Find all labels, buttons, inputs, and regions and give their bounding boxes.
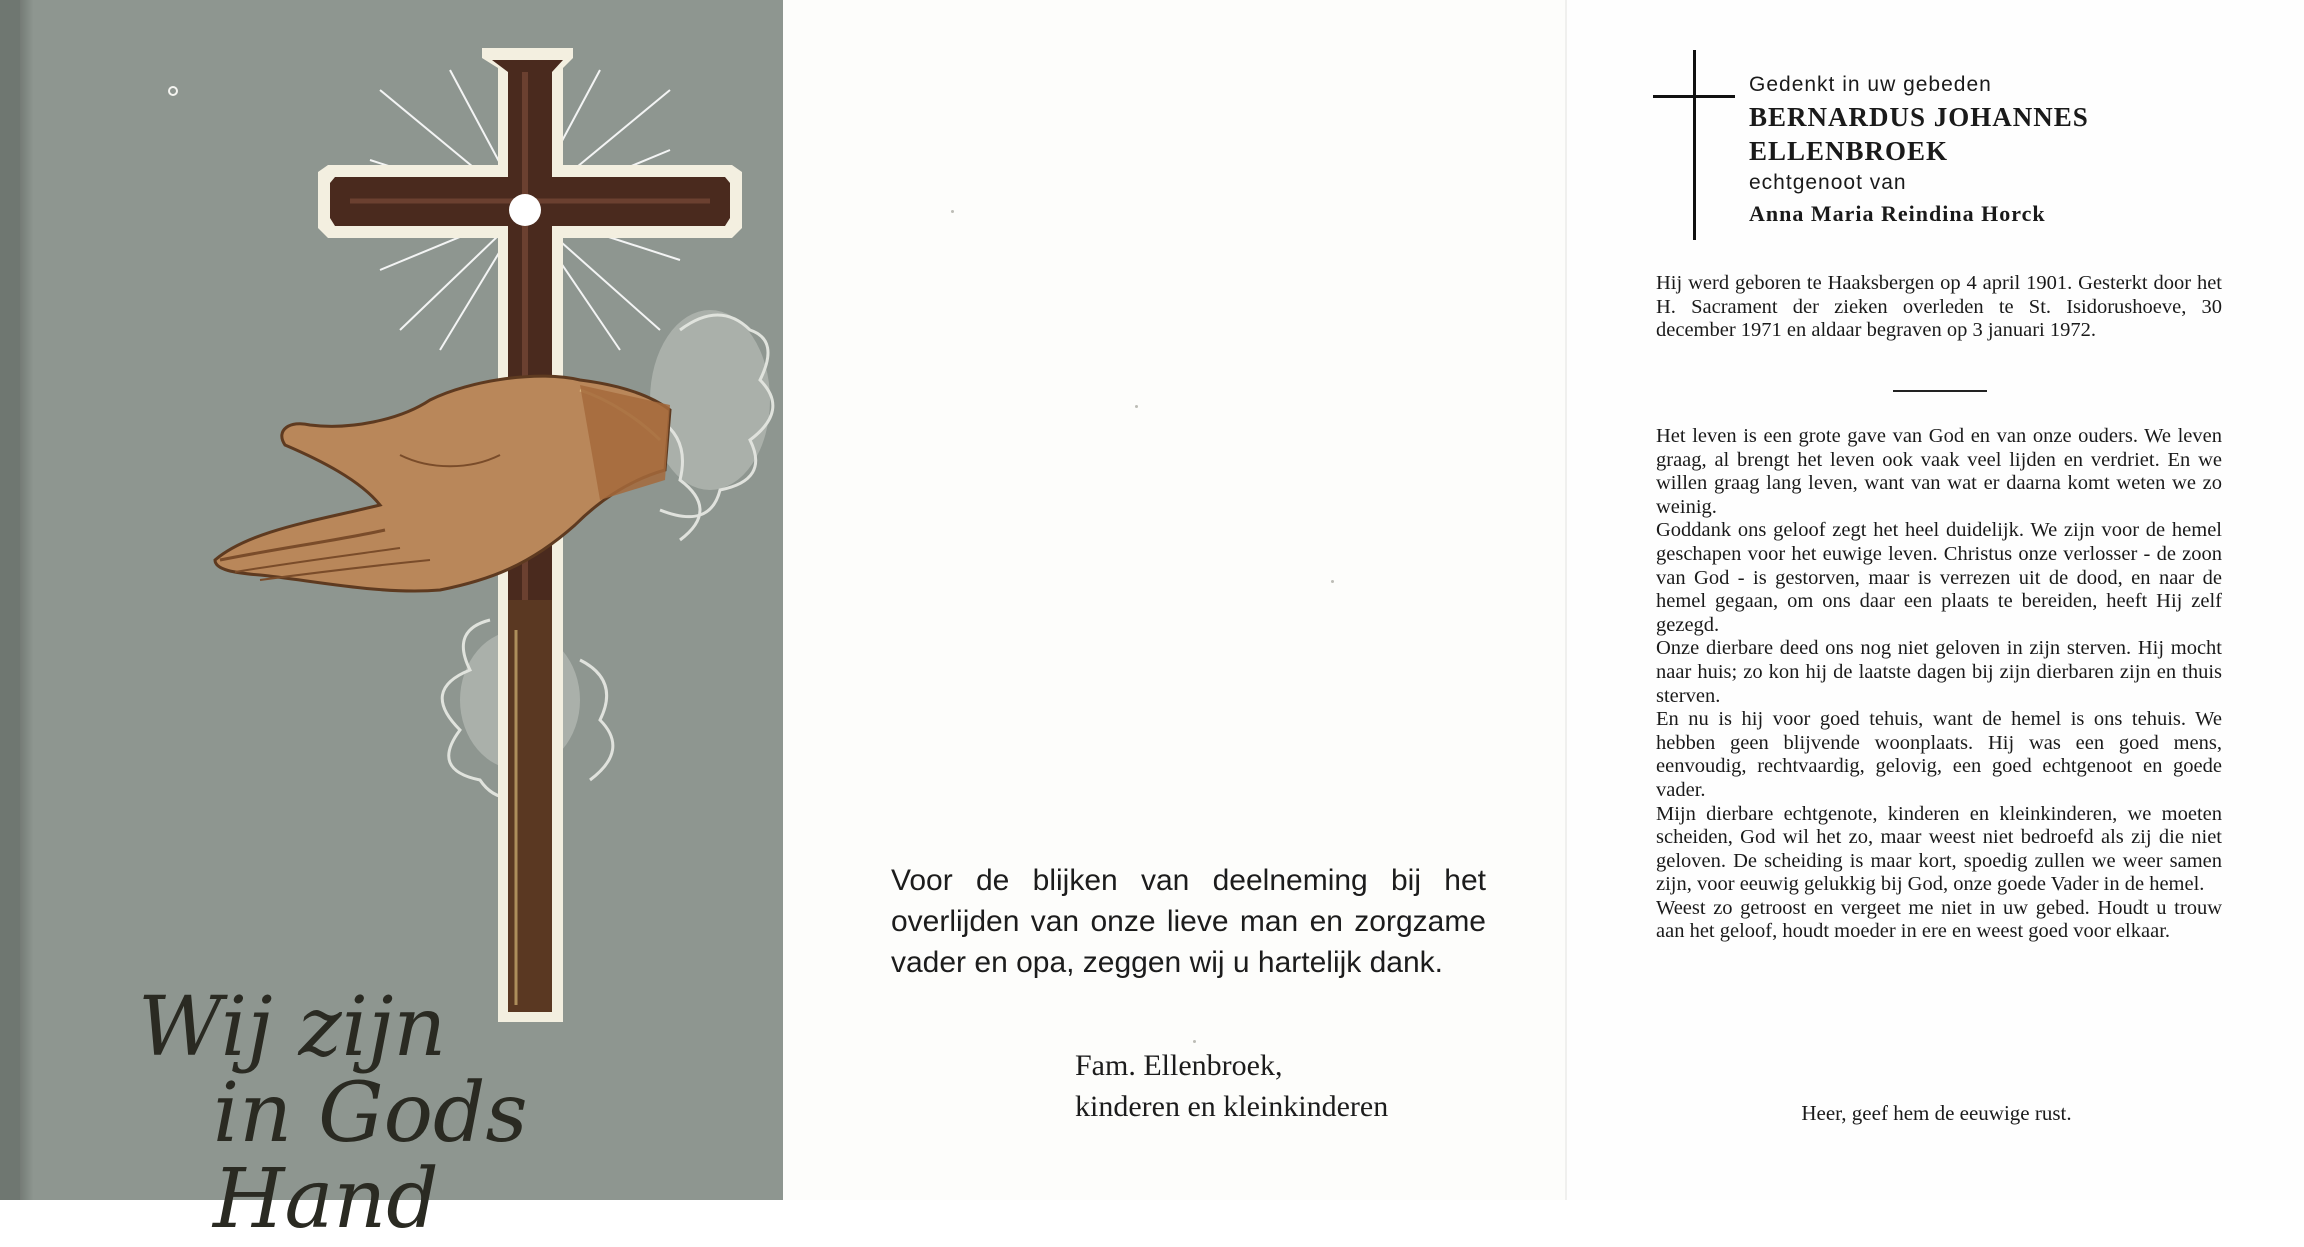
relation-label: echtgenoot van (1749, 171, 1907, 194)
memorial-paragraph: Goddank ons geloof zegt het heel duidelijk. We zijn voor de hemel geschapen voor het euwige leven. Christus onze verlosser - de zoon van God - is gestorven, maar is verrezen uit de dood, en naar de hemel gegaan, om ons daar een plaats te bereiden, heeft Hij zelf gezegd. (1656, 519, 2222, 636)
deceased-name-line2: ELLENBROEK (1749, 136, 1949, 166)
paper-speck (1331, 580, 1334, 583)
memorial-text (1656, 425, 2222, 944)
memorial-paragraph: Mijn dierbare echtgenote, kinderen en kleinkinderen, we moeten scheiden, God wil het zo, maar weest niet bedroefd als zij die niet geloven. De scheiding is maar kort, spoedig zullen we weer samen zijn, voor eeuwig gelukkig bij God, onze goede Vader in de hemel. (1656, 802, 2222, 896)
sunburst-core (509, 194, 541, 226)
thanks-panel (783, 0, 1565, 1200)
cover-title (138, 980, 658, 1247)
biography-text: Hij werd geboren te Haaksbergen op 4 april 1901. Gesterkt door het H. Sacrament der zieken overleden te St. Isidorushoeve, 30 december 1971 en aldaar begraven op 3 januari 1972. (1656, 272, 2222, 342)
section-divider (1893, 390, 1987, 392)
memorial-header (1749, 70, 2089, 230)
signoff (1075, 1045, 1388, 1127)
signoff-relatives: kinderen en kleinkinderen (1075, 1090, 1389, 1123)
memorial-paragraph: Het leven is een grote gave van God en van onze ouders. We leven graag, al brengt het leven ook vaak veel lijden en verdriet. En we willen graag lang leven, want van wat er daarna komt weten we zo weinig. (1656, 425, 2222, 518)
memorial-cross-icon (1693, 50, 1696, 240)
memorial-panel (1565, 0, 2304, 1200)
deceased-name-line1: BERNARDUS JOHANNES (1749, 102, 2089, 132)
memorial-paragraph: Weest zo getroost en vergeet me niet in uw gebed. Houdt u trouw aan het geloof, houdt moeder in ere en weest goed voor elkaar. (1656, 896, 2222, 943)
cover-title-line1: Wij zijn (138, 980, 447, 1075)
memorial-paragraph: En nu is hij voor goed tehuis, want de hemel is ons tehuis. We hebben geen blijvende woonplaats. Hij was een goed mens, eenvoudig, rechtvaardig, gelovig, een goed echtgenoot en goede vader. (1656, 708, 2222, 801)
paper-speck (1193, 1040, 1196, 1043)
closing-prayer: Heer, geef hem de eeuwige rust. (1801, 1101, 2072, 1125)
thanks-text: Voor de blijken van deelneming bij het overlijden van onze lieve man en zorgzame vader en opa, zeggen wij u hartelijk dank. (891, 864, 1486, 979)
spouse-name: Anna Maria Reindina Horck (1749, 201, 2046, 226)
paper-speck (1135, 405, 1138, 408)
paper-speck (951, 210, 954, 213)
cover-title-line2: in Gods Hand (213, 1066, 528, 1247)
signoff-family: Fam. Ellenbroek, (1075, 1049, 1283, 1082)
memorial-paragraph: Onze dierbare deed ons nog niet geloven in zijn sterven. Hij mocht naar huis; zo kon hij de laatste dagen bij zijn dierbaren zijn en thuis sterven. (1656, 637, 2222, 707)
memorial-intro: Gedenkt in uw gebeden (1749, 73, 1992, 96)
memorial-cross-bar (1653, 95, 1735, 98)
hand-illustration-icon (215, 376, 670, 591)
cover-panel (0, 0, 783, 1247)
